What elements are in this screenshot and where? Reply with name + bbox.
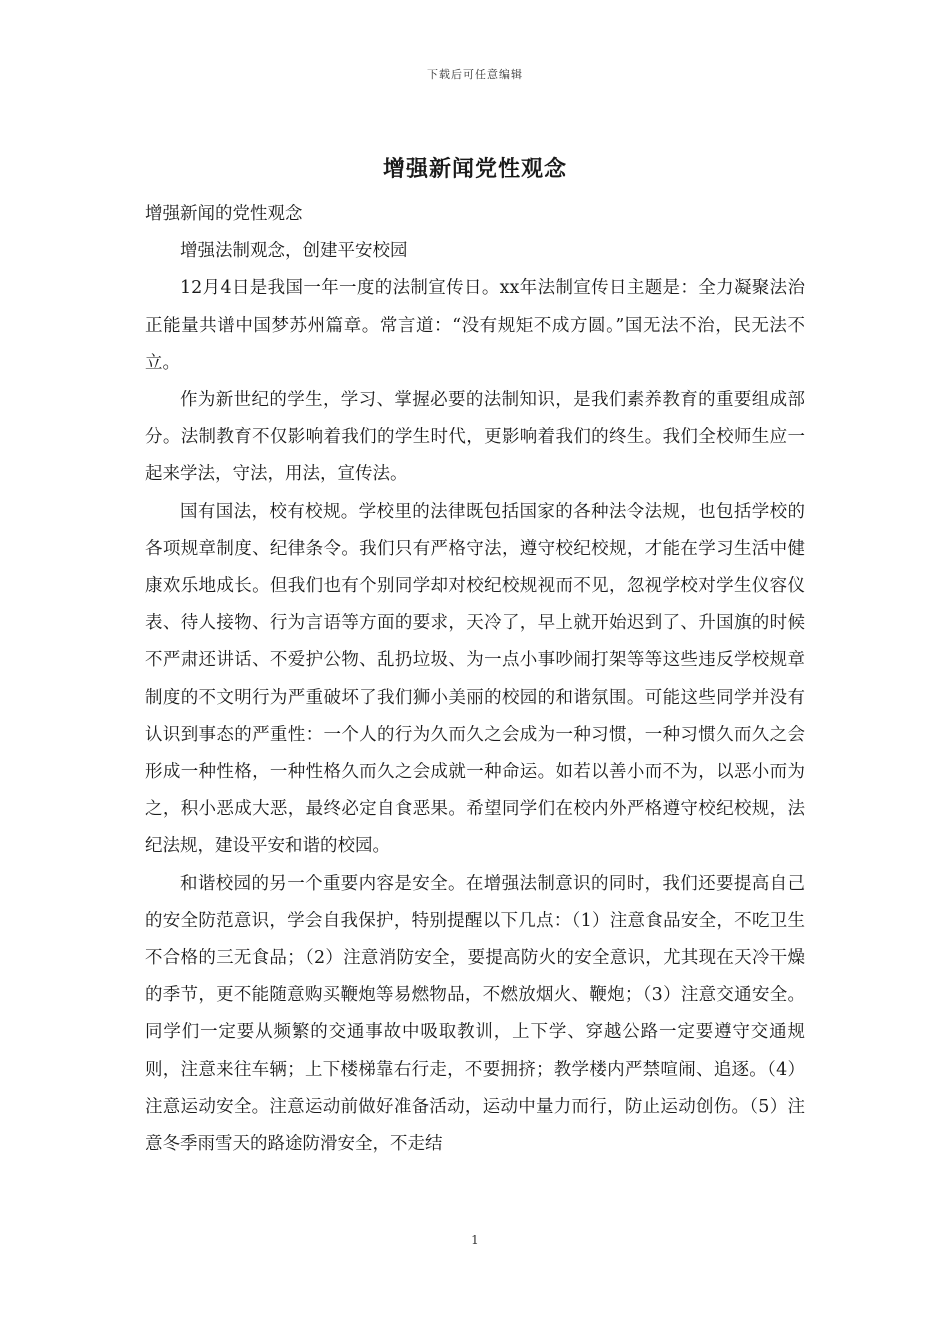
body-paragraph: 国有国法，校有校规。学校里的法律既包括国家的各种法令法规，也包括学校的各项规章制度、纪律条令。我们只有严格守法，遵守校纪校规，才能在学习生活中健康欢乐地成长。但我们也有个别同学却对校纪校规视而不见，忽视学校对学生仪容仪表、待人接物、行为言语等方面的要求，天冷了，早上就开始迟到了、升国旗的时候不严肃还讲话、不爱护公物、乱扔垃圾、为一点小事吵闹打架等等这些违反学校规章制度的不文明行为严重破坏了我们狮小美丽的校园的和谐氛围。可能这些同学并没有认识到事态的严重性：一个人的行为久而久之会成为一种习惯，一种习惯久而久之会形成一种性格，一种性格久而久之会成就一种命运。如若以善小而不为，以恶小而为之，积小恶成大恶，最终必定自食恶果。希望同学们在校内外严格遵守校纪校规，法纪法规，建设平安和谐的校园。 [145,501,805,857]
heading-paragraph: 增强法制观念，创建平安校园 [180,241,408,262]
page-number: 1 [471,1233,479,1247]
body-paragraph: 作为新世纪的学生，学习、掌握必要的法制知识，是我们素养教育的重要组成部分。法制教育不仅影响着我们的学生时代，更影响着我们的终生。我们全校师生应一起来学法，守法，用法，宣传法。 [145,390,805,485]
document-body [145,196,805,1163]
subtitle-paragraph: 增强新闻的党性观念 [145,204,303,224]
body-paragraph: 和谐校园的另一个重要内容是安全。在增强法制意识的同时，我们还要提高自己的安全防范意识，学会自我保护，特别提醒以下几点：（1）注意食品安全，不吃卫生不合格的三无食品；（2）注意消防安全，要提高防火的安全意识，尤其现在天冷干燥的季节，更不能随意购买鞭炮等易燃物品，不燃放烟火、鞭炮；（3）注意交通安全。同学们一定要从频繁的交通事故中吸取教训，上下学、穿越公路一定要遵守交通规则，注意来往车辆；上下楼梯靠右行走，不要拥挤；教学楼内严禁喧闹、追逐。（4）注意运动安全。注意运动前做好准备活动，运动中量力而行，防止运动创伤。（5）注意冬季雨雪天的路途防滑安全，不走结 [145,873,805,1155]
document-title: 增强新闻党性观念 [382,156,567,182]
body-paragraph: 12月4日是我国一年一度的法制宣传日。xx年法制宣传日主题是：全力凝聚法治正能量共谱中国梦苏州篇章。常言道：“没有规矩不成方圆。”国无法不治，民无法不立。 [145,278,805,373]
page-header-note: 下载后可任意编辑 [427,68,523,81]
